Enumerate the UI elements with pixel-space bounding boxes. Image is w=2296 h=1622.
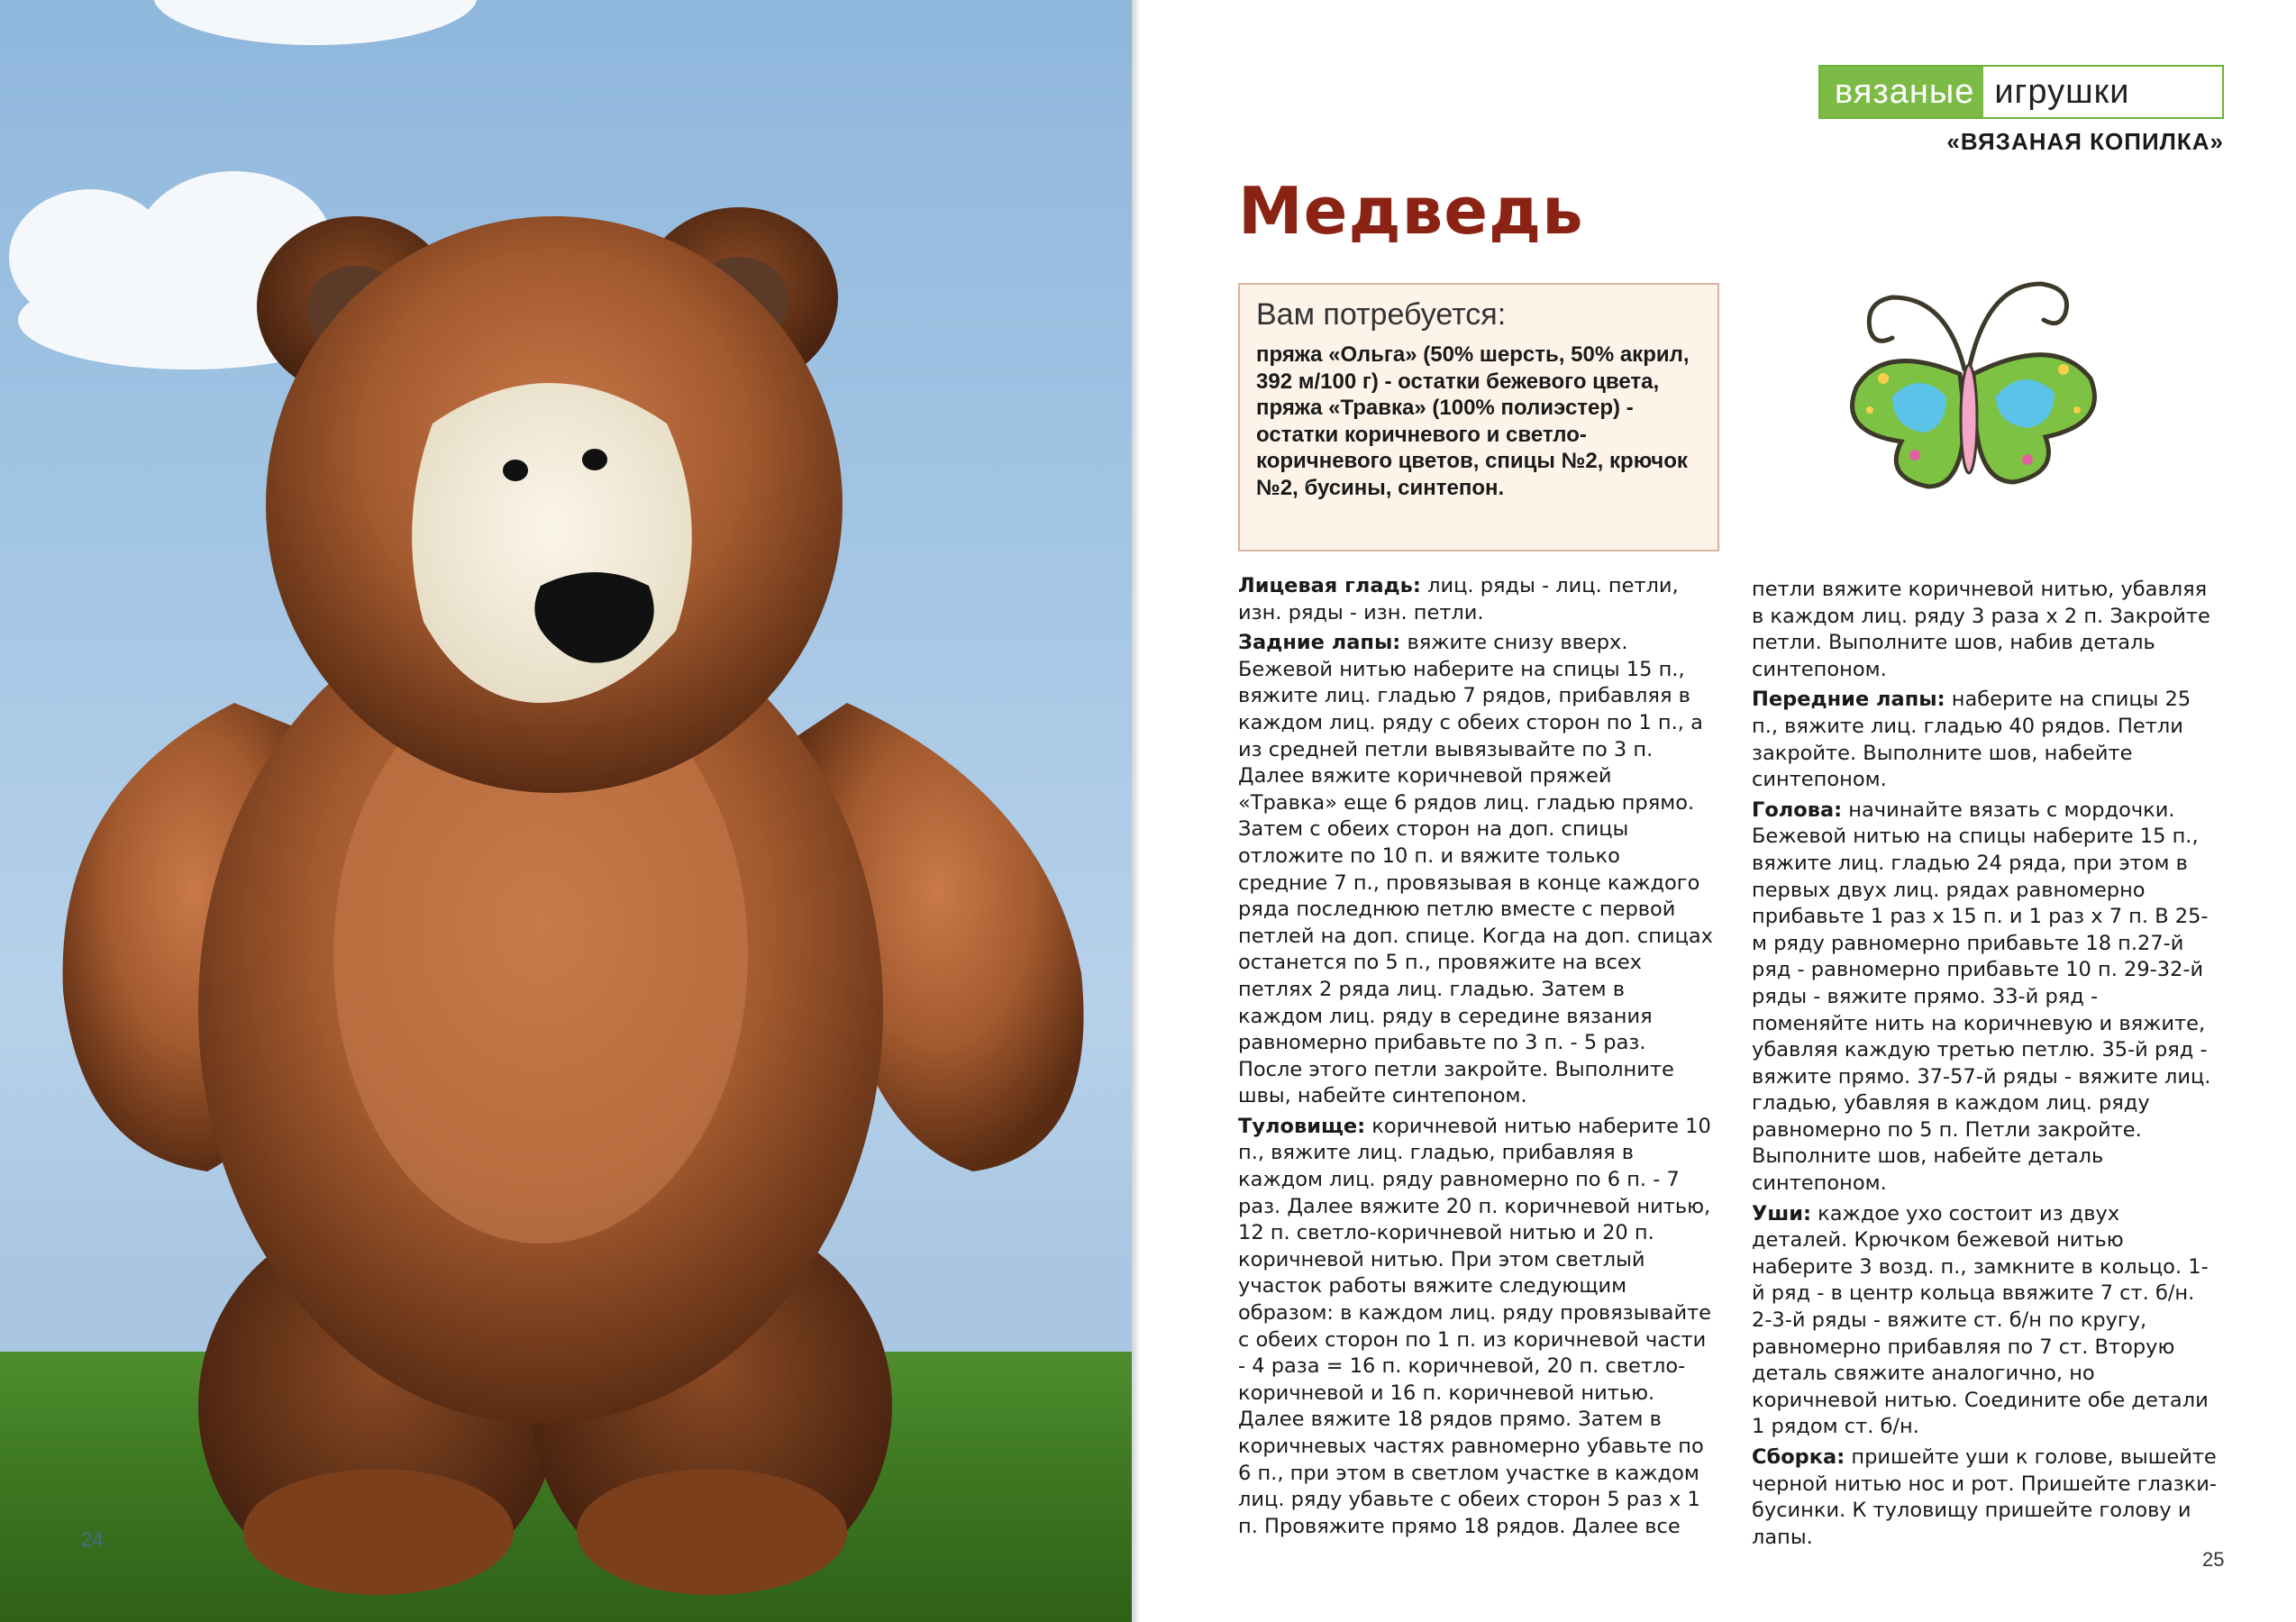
- page-title: Медведь: [1238, 173, 1584, 249]
- materials-heading: Вам потребуется:: [1256, 297, 1507, 332]
- page-number-right: 25: [2202, 1548, 2225, 1571]
- text-column-1: [1238, 573, 1716, 1544]
- paragraph: [1752, 1444, 2220, 1551]
- page-number-left: 24: [81, 1528, 104, 1551]
- page-gutter: [1132, 0, 1141, 1622]
- paragraph-text: коричневой нитью наберите 10 п., вяжите лиц. гладью, прибавляя в каждом лиц. ряду равномерно по 6 п. - 7 раз. Далее вяжите 20 п. коричневой нитью, 12 п. светло-коричневой нитью и 20 п. коричневой нитью. При этом светлый участок работы вяжите следующим образом: в каждом лиц. ряду провязывайте с обеих сторон по 1 п. из коричневой части - 4 раза = 16 п. коричневой, 20 п. светло-коричневой и 16 п. коричневой нитью. Далее вяжите 18 рядов прямо. Затем в коричневых частях равномерно убавьте по 6 п., при этом в светлом участке в каждом лиц. ряду убавьте с обеих сторон 5 раз x 1 п. Провяжите прямо 18 рядов. Далее все: [1238, 1114, 1712, 1538]
- section-tag-green: вязаные: [1820, 67, 1983, 117]
- paragraph-text: лиц. ряды - лиц. петли, изн. ряды - изн. петли.: [1238, 574, 1679, 624]
- paragraph-label: Голова:: [1752, 797, 1843, 822]
- butterfly-icon: [1829, 261, 2100, 505]
- paragraph-text: вяжите снизу вверх. Бежевой нитью наберите на спицы 15 п., вяжите лиц. гладью 7 рядов, прибавляя в каждом лиц. ряду с обеих сторон по 1 п., а из средней петли вывязывайте по 3 п. Далее вяжите коричневой пряжей «Травка» еще 6 рядов лиц. гладью прямо. Затем с обеих сторон на доп. спицы отложите по 10 п. и вяжите только средние 7 п., провязывая в конце каждого ряда последнюю петлю вместе с первой петлей на доп. спице. Когда на доп. спицах останется по 5 п., провяжите на всех петлях 2 ряда лиц. гладью. Затем в каждом лиц. ряду в середине вязания равномерно прибавьте по 3 п. - 5 раз. После этого петли закройте. Выполните швы, набейте синтепоном.: [1238, 631, 1713, 1108]
- section-tag: [1818, 65, 2224, 119]
- paragraph-text: петли вяжите коричневой нитью, убавляя в каждом лиц. ряду 3 раза x 2 п. Закройте петли. Выполните шов, набив деталь синтепоном.: [1752, 578, 2210, 681]
- paragraph: [1752, 687, 2220, 793]
- paragraph: [1238, 630, 1716, 1110]
- materials-box: [1238, 283, 1719, 551]
- section-subtitle: «ВЯЗАНАЯ КОПИЛКА»: [1946, 128, 2224, 155]
- paragraph: [1238, 573, 1716, 626]
- bear-photo: [0, 0, 1134, 1622]
- paragraph: [1752, 1201, 2220, 1441]
- bear-illustration: [0, 0, 1134, 1622]
- materials-text: пряжа «Ольга» (50% шерсть, 50% акрил, 392 м/100 г) - остатки бежевого цвета, пряжа «Травка» (100% полиэстер) - остатки коричневого и светло-коричневого цветов, спицы №2, крючок №2, бусины, синтепон.: [1256, 342, 1690, 500]
- paragraph-label: Уши:: [1752, 1201, 1812, 1226]
- paragraph-label: Лицевая гладь:: [1238, 574, 1421, 597]
- paragraph: [1238, 1114, 1716, 1541]
- paragraph-text: начинайте вязать с мордочки. Бежевой нитью на спицы наберите 15 п., вяжите лиц. гладью 24 ряда, при этом в первых двух лиц. рядах равномерно прибавьте 1 раз x 15 п. и 1 раз x 7 п. В 25-м ряду равномерно прибавьте 18 п.27-й ряд - равномерно прибавьте 10 п. 29-32-й ряды - вяжите прямо. 33-й ряд - поменяйте нить на коричневую и вяжите, убавляя каждую третью петлю. 35-й ряд - вяжите прямо. 37-57-й ряды - вяжите лиц. гладью, убавляя в каждом лиц. ряду равномерно по 5 п. Петли закройте. Выполните шов, набейте деталь синтепоном.: [1752, 797, 2211, 1196]
- text-column-2: [1752, 577, 2220, 1554]
- paragraph-label: Сборка:: [1752, 1445, 1845, 1469]
- paragraph-label: Задние лапы:: [1238, 631, 1401, 655]
- paragraph: [1752, 797, 2220, 1198]
- paragraph-text: пришейте уши к голове, вышейте черной нитью нос и рот. Пришейте глазки-бусинки. К туловищу пришейте голову и лапы.: [1752, 1445, 2217, 1549]
- paragraph: [1752, 577, 2220, 683]
- paragraph-text: наберите на спицы 25 п., вяжите лиц. гладью 40 рядов. Петли закройте. Выполните шов, набейте синтепоном.: [1752, 688, 2191, 792]
- paragraph-text: каждое ухо состоит из двух деталей. Крючком бежевой нитью наберите 3 возд. п., замкните в кольцо. 1-й ряд - в центр кольца ввяжите 7 ст. б/н. 2-3-й ряды - вяжите ст. б/н по кругу, равномерно прибавляя по 7 ст. Вторую деталь свяжите аналогично, но коричневой нитью. Соедините обе детали 1 рядом ст. б/н.: [1752, 1201, 2209, 1439]
- paragraph-label: Передние лапы:: [1752, 688, 1945, 712]
- section-tag-white: игрушки: [1983, 67, 2140, 117]
- paragraph-label: Туловище:: [1238, 1114, 1366, 1138]
